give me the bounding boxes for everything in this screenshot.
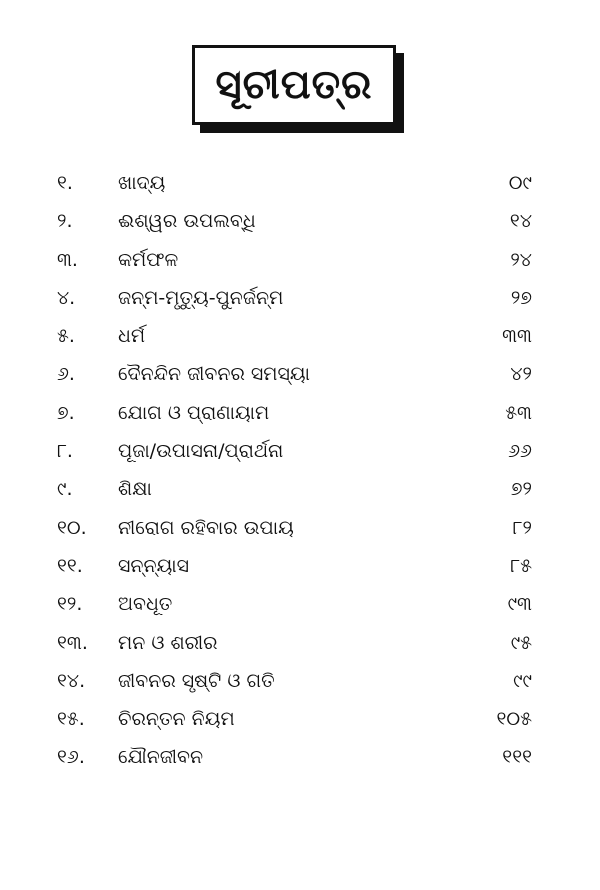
toc-entry[interactable]: [0, 551, 600, 589]
toc-entry-number: ୧.: [57, 172, 73, 194]
toc-entry[interactable]: [0, 589, 600, 627]
toc-entry-number: ୧୪.: [57, 669, 86, 692]
toc-entry-number: ୧୫.: [57, 708, 85, 731]
toc-entry[interactable]: [0, 666, 600, 704]
toc-entry[interactable]: [0, 704, 600, 742]
toc-entry[interactable]: [0, 742, 600, 780]
toc-entry-number: ୩.: [57, 248, 78, 271]
toc-entry[interactable]: [0, 398, 600, 436]
toc-entry-number: ୧୦.: [57, 516, 87, 539]
toc-entry-title: ଜୀବନର ସୃଷ୍ଟି ଓ ଗତି: [118, 669, 275, 692]
toc-entry-number: ୧୨.: [57, 593, 83, 616]
toc-entry-page: ୫୩: [505, 401, 532, 424]
toc-entry-title: ଯୌନଜୀବନ: [118, 746, 204, 769]
toc-entry-title: ଦୈନନ୍ଦିନ ଜୀବନର ସମସ୍ୟା: [118, 363, 310, 386]
toc-entry-title: ଚିରନ୍ତନ ନିୟମ: [118, 708, 235, 731]
toc-entry[interactable]: [0, 168, 600, 206]
toc-entry-number: ୧୩.: [57, 631, 88, 654]
toc-entry-number: ୮.: [57, 440, 73, 463]
toc-entry-title: ଅବଧୂତ: [118, 593, 173, 616]
toc-entry-page: ୦୯: [508, 172, 532, 194]
toc-entry[interactable]: [0, 474, 600, 512]
toc-entry[interactable]: [0, 206, 600, 244]
toc-entry-title: ଈଶ୍ୱର ଉପଲବ୍ଧି: [118, 210, 256, 233]
toc-entry-title: ଯୋଗ ଓ ପ୍ରାଣାୟାମ: [118, 401, 270, 424]
toc-entry-number: ୨.: [57, 210, 73, 233]
toc-entry-title: ମନ ଓ ଶରୀର: [118, 631, 218, 654]
toc-entry-number: ୪.: [57, 286, 76, 309]
toc-entry-page: ୯୩: [507, 593, 532, 616]
toc-entry-number: ୯.: [57, 478, 73, 501]
toc-entry-title: ନୀରୋଗ ରହିବାର ଉପାୟ: [118, 516, 294, 539]
toc-entry[interactable]: [0, 628, 600, 666]
toc-entry-page: ୯୯: [513, 669, 532, 692]
toc-entry-page: ୩୩: [502, 325, 532, 348]
toc-entry[interactable]: [0, 436, 600, 474]
toc-entry-title: ଶିକ୍ଷା: [118, 478, 152, 501]
toc-entry-number: ୭.: [57, 401, 75, 424]
toc-entry-title: ପୂଜା/ଉପାସନା/ପ୍ରାର୍ଥନା: [118, 440, 284, 463]
toc-entry-page: ୮୨: [512, 516, 532, 539]
toc-entry-number: ୫.: [57, 325, 75, 348]
toc-entry-page: ୯୫: [510, 631, 532, 654]
toc-entry-page: ୨୪: [510, 248, 532, 271]
title-box: [192, 45, 396, 125]
toc-entry[interactable]: [0, 513, 600, 551]
toc-entry-page: ୧୧୧: [502, 746, 532, 769]
toc-entry-number: ୧୬.: [57, 746, 85, 769]
toc-entry-title: କର୍ମଫଳ: [118, 248, 179, 271]
toc-entry-page: ୬୬: [508, 440, 532, 463]
toc-entry-title: ଖାଦ୍ୟ: [118, 172, 166, 194]
toc-entry-page: ୭୨: [510, 478, 532, 501]
toc-entry-title: ଧର୍ମ: [118, 325, 146, 348]
title-frame: [192, 45, 404, 133]
page-title: ସୂଚୀପତ୍ର: [215, 62, 373, 108]
toc-entry-number: ୬.: [57, 363, 75, 386]
toc-entry[interactable]: [0, 321, 600, 359]
table-of-contents: [0, 168, 600, 781]
toc-entry-page: ୪୨: [510, 363, 532, 386]
toc-entry[interactable]: [0, 359, 600, 397]
toc-entry-page: ୧୪: [509, 210, 532, 233]
toc-entry[interactable]: [0, 283, 600, 321]
toc-entry[interactable]: [0, 245, 600, 283]
toc-entry-page: ୨୭: [510, 286, 532, 309]
toc-entry-page: ୧୦୫: [496, 708, 532, 731]
toc-entry-title: ଜନ୍ମ-ମୃତ୍ୟୁ-ପୁନର୍ଜନ୍ମ: [118, 286, 284, 309]
toc-entry-number: ୧୧.: [57, 554, 83, 577]
toc-entry-title: ସନ୍ନ୍ୟାସ: [118, 554, 189, 577]
toc-entry-page: ୮୫: [510, 554, 532, 577]
